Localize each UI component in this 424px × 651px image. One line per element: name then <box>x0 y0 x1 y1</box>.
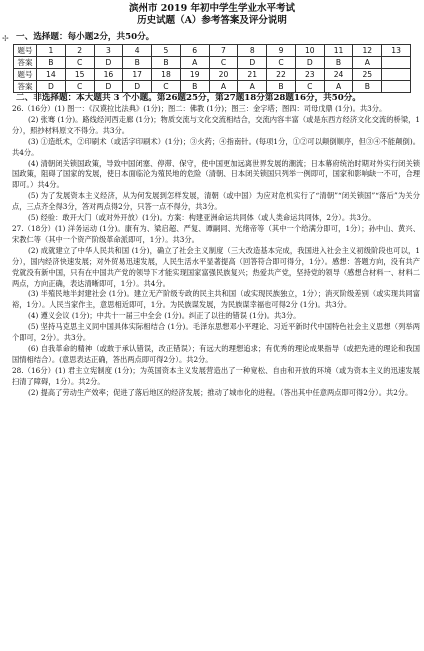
table-row <box>14 57 411 69</box>
table-cell: C <box>209 57 238 69</box>
table-cell: 10 <box>295 45 324 57</box>
answer-paragraph: (3) 半殖民地半封建社会 (1分)。建立无产阶级专政的民主共和国（或实现民族独立，1分）；消灭阶级差别（或实现共同富裕，1分）。人民当家作主，意思相近即可，1分。为民族谋发展，为民族谋幸福也可得2分 (1分)。共3分。 <box>12 289 420 310</box>
table-cell: B <box>353 81 382 93</box>
table-cell: C <box>152 81 181 93</box>
table-cell: 13 <box>382 45 411 57</box>
answer-paragraph: (6) 自我革命的精神（或敢于承认错误，改正错误）；有远大的理想追求；有优秀的理论成果指导（或把先进的理论和我国国情相结合）。(意思表达正确，答出两点即可得2分）。共2分。 <box>12 343 420 364</box>
answer-paragraph: (3) ①造纸术，②印刷术（或活字印刷术）(1分)；③火药；④指南针。(每项1分，①②可以颠倒顺序，但③④不能颠倒)。共4分。 <box>12 136 420 157</box>
row-label-question: 题号 <box>14 45 37 57</box>
table-cell: 5 <box>152 45 181 57</box>
table-cell: 3 <box>94 45 123 57</box>
table-cell: B <box>152 57 181 69</box>
table-cell: C <box>65 81 94 93</box>
table-cell: D <box>295 57 324 69</box>
answer-paragraph: 26.（16分）(1) 图一：《汉谟拉比法典》(1分)；图二：佛教 (1分)；图三：金字塔；图四：司母戊鼎 (1分)。共3分。 <box>12 104 387 113</box>
table-cell: C <box>65 57 94 69</box>
table-cell: D <box>37 81 66 93</box>
table-cell: B <box>324 57 353 69</box>
table-cell: D <box>238 57 267 69</box>
table-cell: 12 <box>353 45 382 57</box>
answer-paragraph: 27.（18分）(1) 洋务运动 (1分)。康有为、梁启超、严复、谭嗣同、光绪帝等（其中一个给满分即可，1分）；孙中山、黄兴、宋教仁等（其中一个资产阶级革命派即可，1分）。共3分。 <box>12 223 420 244</box>
table-cell: 21 <box>238 69 267 81</box>
section1-heading: 一、选择题：每小题2分，共50分。 <box>16 32 155 42</box>
table-cell: 2 <box>65 45 94 57</box>
table-cell: A <box>180 57 209 69</box>
answer-paragraph: (4) 遵义会议 (1分)；中共十一届三中全会 (1分)。纠正了以往的错误 (1分)。共3分。 <box>28 311 301 321</box>
table-cell: 15 <box>65 69 94 81</box>
table-cell: B <box>37 57 66 69</box>
table-cell: A <box>209 81 238 93</box>
table-row <box>14 81 411 93</box>
table-cell <box>382 69 411 81</box>
table-cell: 18 <box>152 69 181 81</box>
table-row <box>14 45 411 57</box>
table-cell <box>382 81 411 93</box>
table-cell <box>382 57 411 69</box>
table-cell: A <box>353 57 382 69</box>
answer-paragraph: (4) 清朝闭关锁国政策，导致中国闭塞、停滞、保守，使中国更加远离世界发展的潮流；日本幕府统治时期对外实行闭关锁国政策，阻碍了国家的发展，使日本面临沦为殖民地的危险（清朝、日本闭关锁国只列举一例即可，国家和影响缺一不可，合理即可。）共4分。 <box>12 158 420 190</box>
table-cell: D <box>94 57 123 69</box>
row-label-answer: 答案 <box>14 81 37 93</box>
table-cell: D <box>94 81 123 93</box>
table-cell: 24 <box>324 69 353 81</box>
table-cell: 7 <box>209 45 238 57</box>
table-cell: 6 <box>180 45 209 57</box>
answer-table <box>13 44 411 93</box>
answer-paragraph: (5) 为了发展资本主义经济，从为何发展到怎样发展，清朝（或中国）为应对危机实行了“清朝”“闭关锁国”“落后”为关分点，三点齐全得3分，答对两点得2分，只答一点不得分，共3分。 <box>12 191 420 212</box>
table-cell: 1 <box>37 45 66 57</box>
table-cell: C <box>295 81 324 93</box>
table-cell: 8 <box>238 45 267 57</box>
table-cell: 16 <box>94 69 123 81</box>
doc-title-line1: 滨州市 2019 年初中学生学业水平考试 <box>128 3 296 14</box>
table-cell: A <box>324 81 353 93</box>
row-label-answer: 答案 <box>14 57 37 69</box>
table-cell: D <box>123 81 152 93</box>
doc-title-line2: 历史试题（A）参考答案及评分说明 <box>137 15 287 26</box>
table-cell: 20 <box>209 69 238 81</box>
table-cell: 22 <box>267 69 296 81</box>
table-cell: 25 <box>353 69 382 81</box>
section2-heading: 二、非选择题：本大题共 3 个小题。第26题25分，第27题18分第28题16分，共50分。 <box>16 93 361 103</box>
table-cell: C <box>267 57 296 69</box>
answer-paragraph: (2) 张骞 (1分)。路线经河西走廊 (1分)；物质交流与文化交流相结合，交流内容丰富（或是东西方经济文化交流的桥梁，1分），照抄材料原文不得分。共3分。 <box>12 114 420 135</box>
table-cell: 9 <box>267 45 296 57</box>
table-cell: 17 <box>123 69 152 81</box>
table-cell: 14 <box>37 69 66 81</box>
move-cross-icon[interactable]: ✢ <box>2 34 9 43</box>
table-cell: 19 <box>180 69 209 81</box>
answer-body <box>0 104 424 398</box>
answer-paragraph: (2) 成就建立了中华人民共和国 (1分)，确立了社会主义制度（三大改造基本完成，我国进入社会主义初级阶段也可以，1分），国内经济快速发展；对外贸易迅速发展，人民生活水平显著提高（回答符合即可得分，1分）。感想：答题方向，没有共产党就没有新中国，只有在中国共产党的领导下才能实现国家富强民族复兴；热爱共产党，坚持党的领导（感想合材料一、材料二两点，方向正确，表达清晰即可，1分）。共4分。 <box>12 245 420 288</box>
answer-paragraph: (5) 经验：敢开大门（或对外开放）(1分)。方案：构建亚洲命运共同体（或人类命运共同体，2分）。共3分。 <box>28 213 376 223</box>
table-cell: B <box>123 57 152 69</box>
table-row <box>14 69 411 81</box>
answer-paragraph: 28.（16分）(1) 君主立宪制度 (1分)；为英国资本主义发展营造出了一种宽松、自由和开放的环境（或为资本主义的迅速发展扫清了障碍，1分）。共2分。 <box>12 365 420 386</box>
table-cell: 4 <box>123 45 152 57</box>
table-cell: A <box>238 81 267 93</box>
table-cell: 23 <box>295 69 324 81</box>
table-cell: B <box>267 81 296 93</box>
table-cell: B <box>180 81 209 93</box>
table-cell: 11 <box>324 45 353 57</box>
answer-paragraph: (2) 提高了劳动生产效率；促进了落后地区的经济发展；推动了城市化的进程。（答出其中任意两点即可得2分）。共2分。 <box>28 387 413 397</box>
row-label-question: 题号 <box>14 69 37 81</box>
answer-paragraph: (5) 坚持马克思主义同中国具体实际相结合 (1分)。毛泽东思想邓小平理论、习近平新时代中国特色社会主义思想（列举两个即可，2分）。共3分。 <box>12 322 420 343</box>
